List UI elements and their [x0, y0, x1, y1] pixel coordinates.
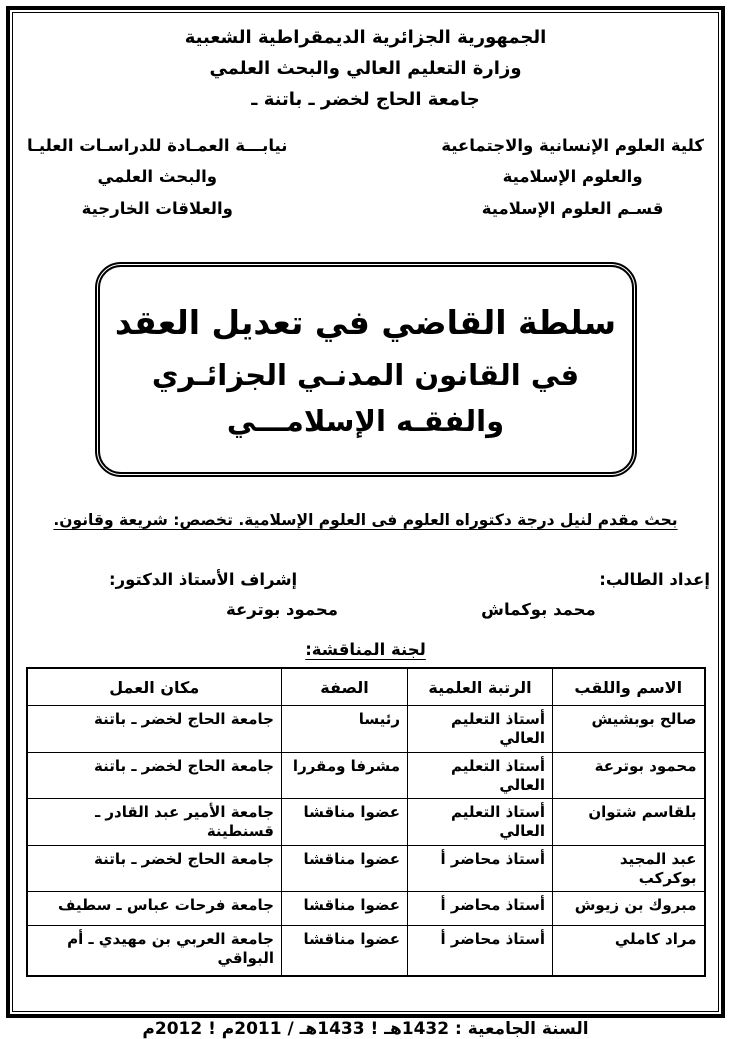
member-role: رئيسا — [282, 706, 408, 753]
member-name: صالح بوبشيش — [553, 706, 705, 753]
member-role: مشرفا ومقررا — [282, 752, 408, 799]
university-line: جامعة الحاج لخضر ـ باتنة ـ — [251, 88, 480, 110]
deanship-block — [27, 130, 287, 224]
member-name: محمود بوترعة — [553, 752, 705, 799]
faculty-block — [441, 130, 704, 224]
member-rank: أستاذ التعليم العالي — [408, 706, 553, 753]
preparation-row — [21, 565, 710, 626]
table-row — [27, 926, 705, 976]
deanship-line-3: والعلاقات الخارجية — [81, 198, 233, 218]
thesis-title-line-1: سلطة القاضي في تعديل العقد — [114, 302, 617, 342]
committee-table — [26, 667, 706, 977]
header-role: الصفة — [282, 668, 408, 706]
member-workplace: جامعة الأمير عبد القادر ـ قسنطينة — [27, 799, 282, 846]
deanship-line-2: والبحث العلمي — [97, 167, 218, 187]
member-role: عضوا مناقشا — [282, 892, 408, 926]
member-role: عضوا مناقشا — [282, 845, 408, 892]
member-name: مبروك بن زيوش — [553, 892, 705, 926]
student-block — [386, 565, 710, 626]
member-name: عبد المجيد بوكركب — [553, 845, 705, 892]
table-row — [27, 706, 705, 753]
republic-line: الجمهورية الجزائرية الديمقراطية الشعبية — [184, 27, 547, 48]
organization-columns — [21, 130, 710, 224]
page-border-inner — [12, 12, 719, 1039]
member-name: بلقاسم شتوان — [553, 799, 705, 846]
table-row — [27, 799, 705, 846]
table-header-row — [27, 668, 705, 706]
thesis-degree-note: بحث مقدم لنيل درجة دكتوراه العلوم فى العلوم الإسلامية. تخصص: شريعة وقانون. — [53, 510, 678, 529]
student-name: محمد بوكماش — [481, 600, 596, 620]
faculty-line-1: كلية العلوم الإنسانية والاجتماعية — [441, 135, 704, 155]
header-name: الاسم واللقب — [553, 668, 705, 706]
table-row — [27, 845, 705, 892]
committee-title: لجنة المناقشة: — [305, 639, 426, 659]
member-rank: أستاذ محاضر أ — [408, 926, 553, 976]
member-name: مراد كاملي — [553, 926, 705, 976]
academic-year: السنة الجامعية : 1432هـ ! 1433هـ / 2011م ! 2012م — [142, 1018, 589, 1039]
table-row — [27, 892, 705, 926]
student-label: إعداد الطالب: — [599, 569, 710, 589]
member-rank: أستاذ محاضر أ — [408, 892, 553, 926]
member-workplace: جامعة العربي بن مهيدي ـ أم البواقي — [27, 926, 282, 976]
member-role: عضوا مناقشا — [282, 926, 408, 976]
thesis-title-box — [95, 262, 637, 477]
supervisor-name: محمود بوترعة — [226, 600, 339, 620]
member-role: عضوا مناقشا — [282, 799, 408, 846]
government-header — [21, 23, 710, 116]
faculty-line-2: والعلوم الإسلامية — [502, 167, 643, 187]
member-workplace: جامعة الحاج لخضر ـ باتنة — [27, 706, 282, 753]
deanship-line-1: نيابـــة العمـادة للدراسـات العليـا — [27, 135, 288, 155]
member-workplace: جامعة الحاج لخضر ـ باتنة — [27, 845, 282, 892]
supervisor-label: إشراف الأستاذ الدكتور: — [109, 569, 298, 589]
member-rank: أستاذ محاضر أ — [408, 845, 553, 892]
page-border-outer — [6, 6, 725, 1039]
member-rank: أستاذ التعليم العالي — [408, 752, 553, 799]
thesis-title-line-2: في القانون المدنـي الجزائـري — [151, 357, 580, 392]
thesis-title-line-3: والفقـه الإسلامـــي — [226, 403, 505, 438]
table-row — [27, 752, 705, 799]
supervisor-block — [21, 565, 386, 626]
ministry-line: وزارة التعليم العالي والبحث العلمي — [209, 57, 522, 79]
member-workplace: جامعة فرحات عباس ـ سطيف — [27, 892, 282, 926]
faculty-line-3: قسـم العلوم الإسلامية — [481, 198, 664, 218]
header-workplace: مكان العمل — [27, 668, 282, 706]
member-rank: أستاذ التعليم العالي — [408, 799, 553, 846]
member-workplace: جامعة الحاج لخضر ـ باتنة — [27, 752, 282, 799]
header-rank: الرتبة العلمية — [408, 668, 553, 706]
